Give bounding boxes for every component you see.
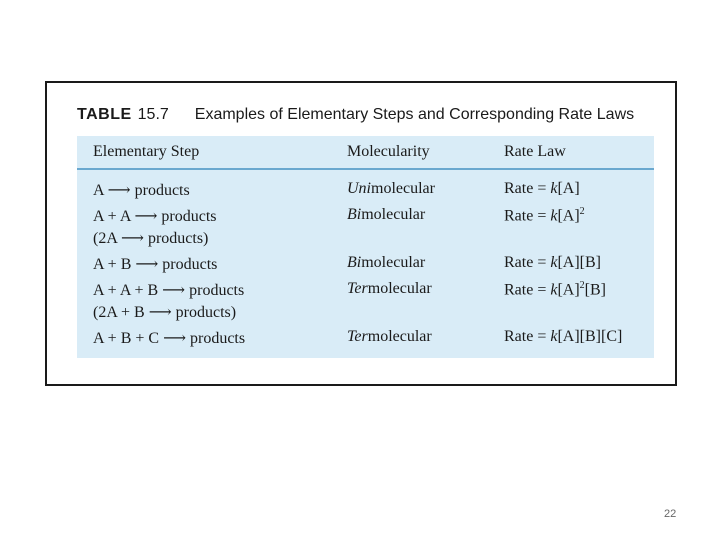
rate-concentration: [A] — [557, 180, 580, 197]
table-number: 15.7 — [137, 106, 169, 123]
step-cell: A + A + B ⟶ products — [93, 282, 245, 299]
rate-concentration-tail: [B] — [584, 281, 606, 299]
rate-exponent: 2 — [579, 280, 585, 291]
rate-concentration: [A][B] — [557, 254, 601, 271]
rate-word: Rate = — [504, 180, 551, 197]
header-molecularity: Molecularity — [347, 143, 430, 160]
rate-constant: k — [550, 180, 558, 197]
header-elementary-step: Elementary Step — [93, 143, 200, 160]
molecularity-prefix: Ter — [347, 280, 368, 297]
step-cell: A + B + C ⟶ products — [93, 330, 246, 347]
rate-law-cell — [504, 280, 606, 299]
molecularity-prefix: Bi — [347, 254, 362, 271]
rate-word: Rate = — [504, 254, 551, 271]
molecularity-suffix: molecular — [361, 254, 426, 271]
header-rate-law: Rate Law — [504, 143, 566, 160]
rate-constant: k — [550, 281, 558, 299]
rate-concentration: [A][B][C] — [557, 328, 623, 345]
rate-law-cell — [504, 254, 601, 272]
molecularity-prefix: Ter — [347, 328, 368, 345]
molecularity-cell — [347, 206, 425, 224]
step-cell: A ⟶ products — [93, 182, 190, 199]
step-cell: A + B ⟶ products — [93, 256, 218, 273]
table-frame — [45, 81, 677, 386]
rate-word: Rate = — [504, 328, 551, 345]
molecularity-cell — [347, 180, 435, 198]
table-header-row — [77, 136, 654, 170]
molecularity-cell — [347, 280, 432, 298]
molecularity-suffix: molecular — [367, 280, 432, 297]
rate-law-cell — [504, 328, 622, 346]
molecularity-suffix: molecular — [371, 180, 435, 197]
rate-law-cell — [504, 180, 580, 198]
page-number: 22 — [664, 508, 677, 520]
table-caption — [77, 106, 634, 124]
molecularity-cell — [347, 328, 432, 346]
step-cell: (2A + B ⟶ products) — [93, 304, 237, 321]
molecularity-prefix: Uni — [347, 180, 371, 197]
rate-word: Rate = — [504, 281, 551, 299]
rate-constant: k — [550, 207, 558, 225]
molecularity-suffix: molecular — [367, 328, 432, 345]
molecularity-cell — [347, 254, 425, 272]
rate-law-cell — [504, 206, 585, 225]
step-cell: A + A ⟶ products — [93, 208, 217, 225]
table-title: Examples of Elementary Steps and Corresponding Rate Laws — [194, 106, 635, 123]
rate-exponent: 2 — [579, 206, 585, 217]
rate-concentration: [A] — [557, 281, 580, 299]
rate-word: Rate = — [504, 207, 551, 225]
molecularity-suffix: molecular — [361, 206, 426, 223]
table-label: TABLE — [77, 106, 132, 123]
step-cell: (2A ⟶ products) — [93, 230, 209, 247]
rate-constant: k — [550, 328, 558, 345]
rate-constant: k — [550, 254, 558, 271]
rate-concentration: [A] — [557, 207, 580, 225]
table-panel — [77, 136, 654, 358]
molecularity-prefix: Bi — [347, 206, 362, 223]
